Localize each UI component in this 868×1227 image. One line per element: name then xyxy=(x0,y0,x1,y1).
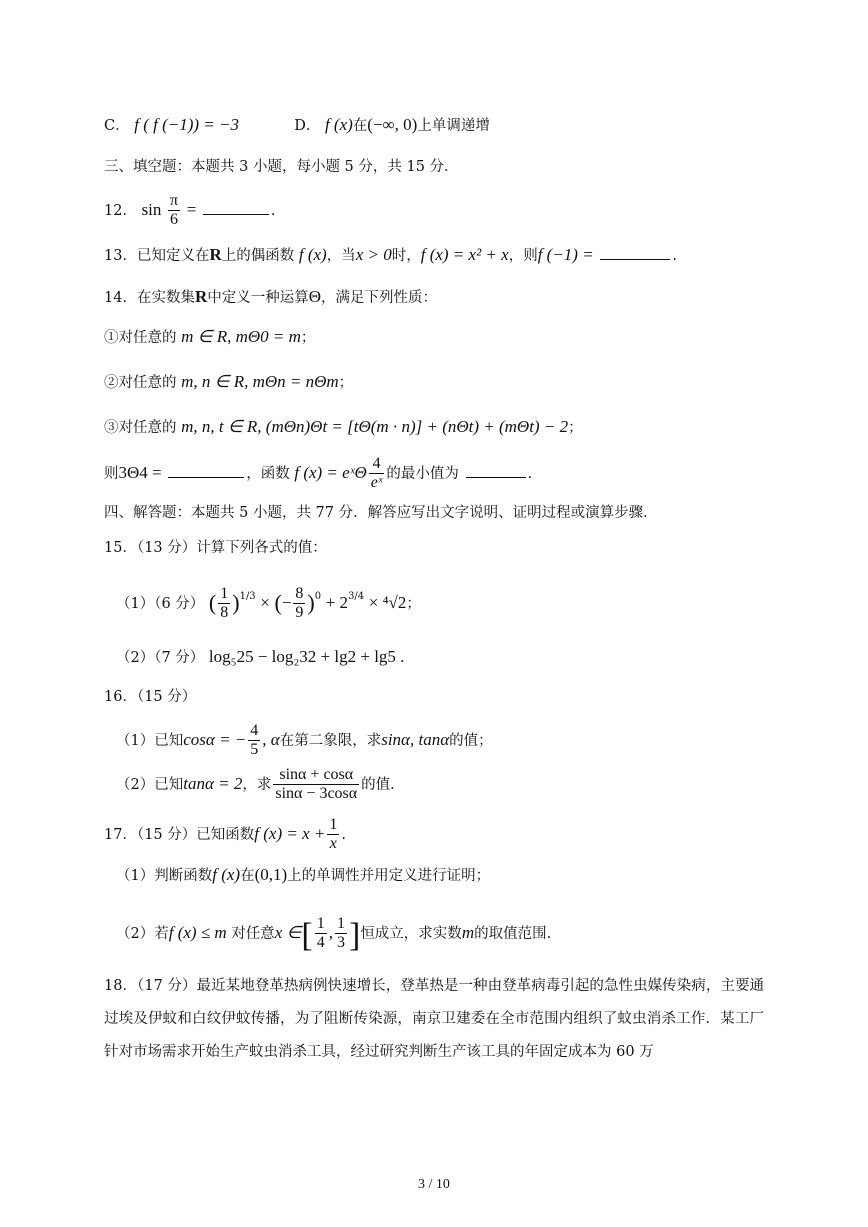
q17-num: 1 xyxy=(327,816,339,835)
q17-p1-interval: (0,1) xyxy=(254,865,288,884)
q17-a-den: 4 xyxy=(316,934,325,952)
left-paren-icon: ( xyxy=(274,589,282,615)
q14-intro-2: 中定义一种运算 xyxy=(207,290,309,306)
q16-p2-text: ，求 xyxy=(242,776,272,793)
q14-ask-num: 4 xyxy=(369,455,385,474)
q17-p2-x: x ∈ xyxy=(274,922,302,942)
q15-p2-expr: log₅25 − log₂32 + lg2 + lg5 . xyxy=(208,647,405,666)
q16-header: 16．（15 分） xyxy=(104,689,197,705)
q17-part-2: （2）若f (x) ≤ m 对任意x ∈[ $\frac{1}{4}$ , $\frac{1}{3}$ ]恒成立，求实数m的取值范围. xyxy=(116,915,552,954)
q14-blank-1[interactable] xyxy=(168,463,244,478)
q17-b-num: 1 xyxy=(335,915,347,934)
q17-p2-end: 的取值范围. xyxy=(474,925,552,942)
q16-p2-num: sinα + cosα xyxy=(273,766,359,785)
q14-intro-op: Θ xyxy=(308,287,322,306)
section3-header: 三、填空题：本题共 3 小题，每小题 5 分，共 15 分． xyxy=(104,159,459,175)
q15-p2-label: （2）（7 分） xyxy=(116,650,205,666)
q15-root: × ⁴√2 xyxy=(368,592,407,612)
q16-p1-den: 5 xyxy=(250,741,259,759)
q15-exp1: 1/3 xyxy=(239,590,256,602)
q14-intro-1: 14．在实数集 xyxy=(104,290,195,306)
q16-p2-fraction xyxy=(273,766,359,804)
q14-ask xyxy=(104,455,532,493)
q14-intro-3: ，满足下列性质： xyxy=(321,290,438,306)
q15-p1-end: ； xyxy=(406,595,421,612)
q12-end: . xyxy=(270,202,276,219)
q17-header-text: 17．（15 分）已知函数 xyxy=(104,826,255,843)
q15-frac-1 xyxy=(218,585,230,623)
q17-p2-text2: 恒成立，求实数 xyxy=(360,925,462,942)
q14-p1-end: ； xyxy=(300,330,316,346)
q12-answer-blank[interactable] xyxy=(203,200,269,215)
q17-p2-text: 对任意 xyxy=(231,925,275,942)
q15-frac2-den: 9 xyxy=(295,604,304,622)
q14-ask-2: ，函数 xyxy=(246,465,290,482)
q14-blank-2[interactable] xyxy=(466,463,526,478)
right-bracket-icon: ] xyxy=(348,916,361,954)
q15-exp2: 0 xyxy=(314,590,322,602)
q13-prefix: 13．已知定义在 xyxy=(104,248,210,264)
q16-p1-fraction xyxy=(248,722,260,760)
q14-intro xyxy=(104,288,437,306)
option-d-text-2: 上单调递增 xyxy=(417,118,490,134)
q16-p2-den: sinα − 3cosα xyxy=(275,785,358,803)
q14-property-1 xyxy=(104,328,315,346)
q17-b-den: 3 xyxy=(336,934,345,952)
q13-R: R xyxy=(209,245,222,264)
q14-p3-label: ③对任意的 xyxy=(104,420,177,436)
q14-property-2 xyxy=(104,373,353,391)
q14-ask-1: 则 xyxy=(104,465,119,482)
q17-interval-a xyxy=(315,915,327,953)
q14-p2-expr: m, n ∈ R, mΘn = nΘm xyxy=(181,372,339,391)
q16-p1-ask: sinα, tanα xyxy=(381,729,450,749)
q17-p2-m: m xyxy=(461,922,475,942)
q12 xyxy=(104,192,276,230)
q15-part-2 xyxy=(116,648,404,666)
page-number: 3 / 10 xyxy=(418,1177,450,1192)
q13-t1: 上的偶函数 xyxy=(221,248,295,264)
q13-ask: f (−1) = xyxy=(537,245,594,264)
option-c-expr: f ( f (−1)) = −3 xyxy=(134,115,239,134)
option-d-text-1: 在 xyxy=(352,118,368,134)
q17-end: . xyxy=(341,826,346,843)
section4-header: 四、解答题：本题共 5 小题，共 77 分．解答应写出文字说明、证明过程或演算步骤． xyxy=(104,505,658,521)
q16-p2-label: （2）已知 xyxy=(116,776,184,793)
q17-den: x xyxy=(329,835,337,853)
q16-p1-end: 的值； xyxy=(449,732,493,749)
q14-intro-R: R xyxy=(194,287,208,306)
q18-paragraph xyxy=(104,970,764,1069)
q14-p1-label: ①对任意的 xyxy=(104,330,177,346)
q14-p2-label: ②对任意的 xyxy=(104,375,177,391)
right-paren-icon: ) xyxy=(232,589,240,615)
q12-fraction xyxy=(168,192,180,230)
q14-ask-expr: 3Θ4 = xyxy=(118,462,162,482)
q16-part-2 xyxy=(116,766,405,804)
q16-p2-tan: tanα = 2 xyxy=(183,773,243,793)
option-d-expr-2: (−∞, 0) xyxy=(367,115,418,134)
q17-header xyxy=(104,816,346,854)
q11-options xyxy=(104,116,490,134)
q12-num: π xyxy=(168,192,180,211)
q14-ask-den: eˣ xyxy=(370,474,383,492)
q13-t2: ，当 xyxy=(326,248,356,264)
q14-p3-expr: m, n, t ∈ R, (mΘn)Θt = [tΘ(m · n)] + (nΘt) + (mΘt) − 2 xyxy=(181,417,569,436)
q15-frac2-num: 8 xyxy=(293,585,305,604)
q17-a-num: 1 xyxy=(315,915,327,934)
q13-end: . xyxy=(672,248,677,264)
left-bracket-icon: [ xyxy=(301,916,313,954)
q14-ask-3: 的最小值为 xyxy=(386,465,459,482)
q15-times: × xyxy=(260,592,270,612)
q16-p1-label: （1）已知 xyxy=(116,732,184,749)
q13-cond: x > 0 xyxy=(355,245,392,264)
q13-f: f (x) xyxy=(298,245,327,264)
q15-frac-2 xyxy=(293,585,305,623)
q15-exp3: 3/4 xyxy=(348,590,365,602)
q15-header: 15．（13 分）计算下列各式的值： xyxy=(104,540,327,556)
q14-property-3 xyxy=(104,418,583,436)
q17-part-1 xyxy=(116,866,490,884)
q13-def: f (x) = x² + x xyxy=(420,245,509,264)
q14-ask-fraction xyxy=(369,455,385,493)
q14-p1-expr: m ∈ R, mΘ0 = m xyxy=(181,327,301,346)
q16-part-1 xyxy=(116,722,493,760)
q14-ask-end: . xyxy=(527,465,533,482)
right-paren-icon: ) xyxy=(307,589,315,615)
q15-frac1-den: 8 xyxy=(220,604,229,622)
q17-p1-label: （1）判断函数 xyxy=(116,868,213,884)
q18-text: 18．（17 分）最近某地登革热病例快速增长，登革热是一种由登革病毒引起的急性虫媒传染病，主要通过埃及伊蚊和白纹伊蚊传播，为了阻断传染源，南京卫建委在全市范围内组织了蚊虫消杀工作．某工厂针对市场需求开始生产蚊虫消杀工具，经过研究判断生产该工具的年固定成本为 60 万 xyxy=(104,978,764,1060)
q12-den: 6 xyxy=(170,211,179,229)
option-c-label: C． xyxy=(104,118,130,134)
q17-p2-cond: f (x) ≤ m xyxy=(168,922,227,942)
q15-frac1-num: 1 xyxy=(218,585,230,604)
q13 xyxy=(104,245,677,264)
q17-p2-label: （2）若 xyxy=(116,925,169,942)
option-d-label: D． xyxy=(294,118,321,134)
q12-func: sin xyxy=(141,199,162,219)
q15-p1-label: （1）（6 分） xyxy=(116,595,205,612)
q17-p1-text: 在 xyxy=(240,868,255,884)
q15-rest: + 2 xyxy=(325,592,349,612)
q17-fraction xyxy=(327,816,339,854)
q17-interval-b xyxy=(335,915,347,953)
q14-p3-end: ； xyxy=(568,420,583,436)
q14-p2-end: ； xyxy=(338,375,354,391)
q14-ask-func: f (x) = eˣΘ xyxy=(294,462,367,482)
q16-p1-text: 在第二象限，求 xyxy=(279,732,382,749)
q17-p1-f: f (x) xyxy=(212,865,241,884)
q12-prefix: 12． xyxy=(104,202,137,219)
q16-p1-num: 4 xyxy=(248,722,260,741)
left-paren-icon: ( xyxy=(208,589,217,615)
q12-eq: = xyxy=(186,199,197,219)
q13-answer-blank[interactable] xyxy=(600,245,670,260)
q16-p1-cos: cosα = − xyxy=(183,729,247,749)
q15-part-1: （1）（6 分） ( $\frac{1}{8}$ )$^{1/3}$ × (− $\frac{8}{9}$ )$^0 + 2^{3/4} \times ^4√2$； xyxy=(116,585,421,622)
q16-p1-mid: , α xyxy=(262,729,280,749)
q16-p2-end: 的值． xyxy=(361,776,405,793)
q13-t3: 时， xyxy=(391,248,421,264)
option-d-expr-1: f (x) xyxy=(324,115,353,134)
q17-func: f (x) = x + xyxy=(254,823,326,843)
q13-t4: ，则 xyxy=(508,248,538,264)
q17-p1-end: 上的单调性并用定义进行证明； xyxy=(287,868,491,884)
